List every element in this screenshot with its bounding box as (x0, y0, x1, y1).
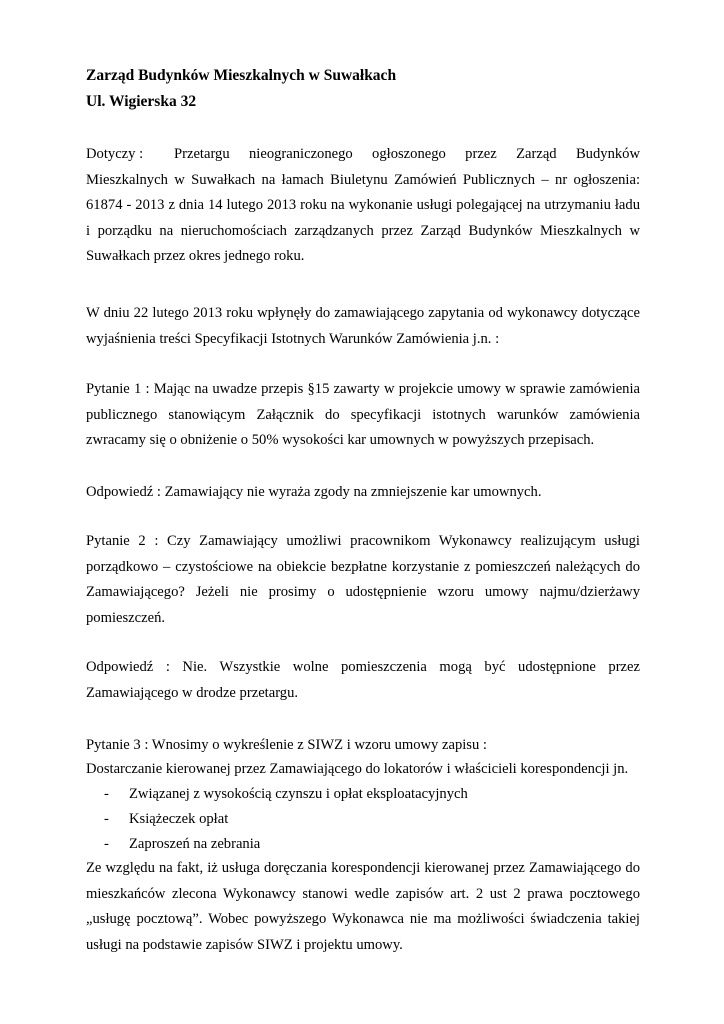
list-item-text: Zaproszeń na zebrania (129, 836, 261, 852)
list-item (104, 809, 228, 829)
question-2: Pytanie 2 : Czy Zamawiający umożliwi pracownikom Wykonawcy realizującym usługi porządkowo – czystościowe na obiekcie bezpłatne korzystanie z pomieszczeń należących do Zamawiającego? Jeżeli nie prosimy o udostępnienie wzoru umowy najmu/dzierżawy pomieszczeń. (86, 533, 640, 626)
org-name: Zarząd Budynków Mieszkalnych w Suwałkach (86, 67, 397, 84)
question-3-closing: Ze względu na fakt, iż usługa doręczania korespondencji kierowanej przez Zamawiającego do mieszkańców zlecona Wykonawcy stanowi wedle zapisów art. 2 ust 2 prawa pocztowego „usługę pocztową”. Wobec powyższego Wykonawca nie ma możliwości świadczenia takiej usługi na podstawie zapisów SIWZ i projektu umowy. (86, 860, 640, 953)
question-3-line-2: Dostarczanie kierowanej przez Zamawiającego do lokatorów i właścicieli korespondencji jn. (86, 761, 629, 777)
bullet-marker: - (104, 811, 109, 827)
org-address: Ul. Wigierska 32 (86, 93, 197, 110)
subject-paragraph (86, 142, 640, 270)
bullet-marker: - (104, 836, 109, 852)
intro-paragraph: W dniu 22 lutego 2013 roku wpłynęły do zamawiającego zapytania od wykonawcy dotyczące wyjaśnienia treści Specyfikacji Istotnych Warunków Zamówienia j.n. : (86, 305, 640, 347)
list-item (104, 784, 468, 804)
question-1: Pytanie 1 : Mając na uwadze przepis §15 zawarty w projekcie umowy w sprawie zamówienia publicznego stanowiącym Załącznik do specyfikacji istotnych warunków zamówienia zwracamy się o obniżenie o 50% wysokości kar umownych w powyższych przepisach. (86, 381, 640, 449)
list-item (104, 834, 260, 854)
question-3-line-1: Pytanie 3 : Wnosimy o wykreślenie z SIWZ i wzoru umowy zapisu : (86, 737, 487, 753)
list-item-text: Związanej z wysokością czynszu i opłat eksploatacyjnych (129, 786, 468, 802)
answer-1: Odpowiedź : Zamawiający nie wyraża zgody na zmniejszenie kar umownych. (86, 484, 542, 500)
subject-label: Dotyczy : (86, 146, 144, 162)
bullet-marker: - (104, 786, 109, 802)
answer-2: Odpowiedź : Nie. Wszystkie wolne pomieszczenia mogą być udostępnione przez Zamawiającego w drodze przetargu. (86, 659, 640, 701)
list-item-text: Książeczek opłat (129, 811, 229, 827)
subject-text: Przetargu nieograniczonego ogłoszonego przez Zarząd Budynków Mieszkalnych w Suwałkach na łamach Biuletynu Zamówień Publicznych – nr ogłoszenia: 61874 - 2013 z dnia 14 lutego 2013 roku na wykonanie usługi polegającej na utrzymaniu ładu i porządku na nieruchomościach zarządzanych przez Zarząd Budynków Mieszkalnych w Suwałkach przez okres jednego roku. (86, 146, 640, 265)
